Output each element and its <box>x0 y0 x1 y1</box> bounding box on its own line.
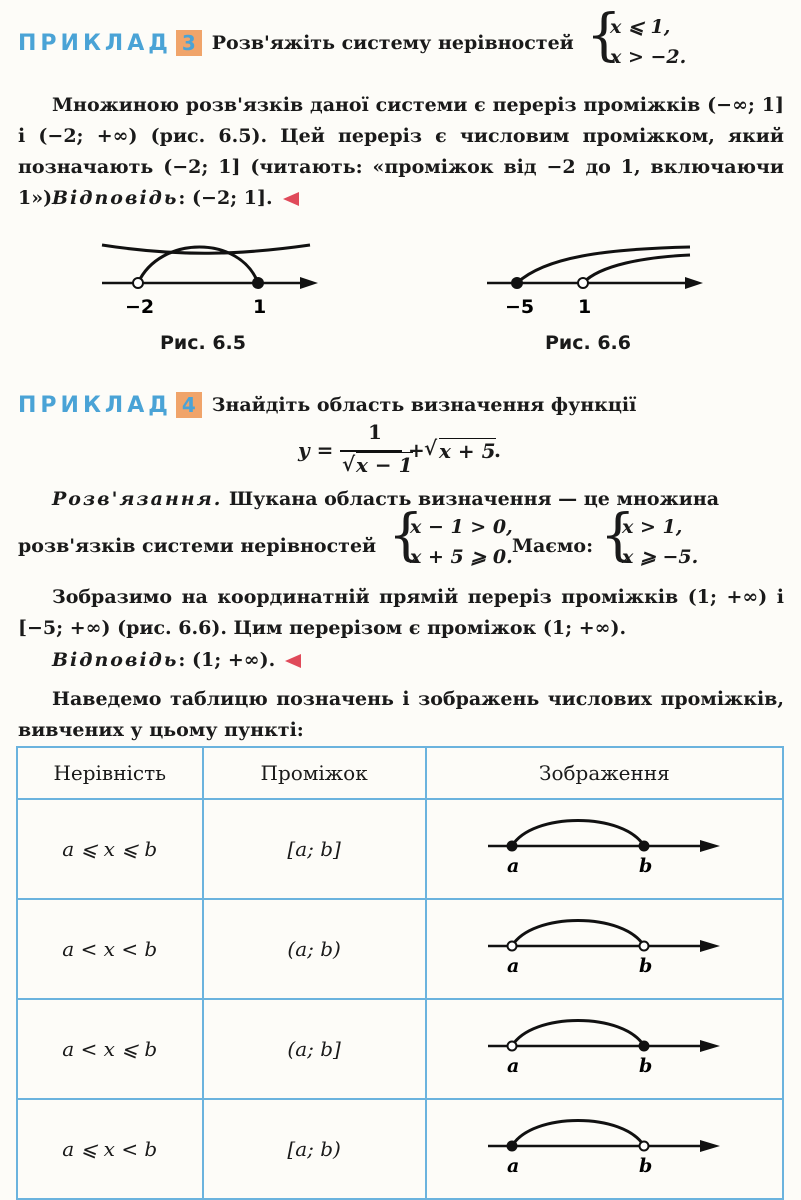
example4-header <box>18 392 636 418</box>
arrow-icon <box>700 840 720 852</box>
brace-icon: { <box>586 3 622 68</box>
example4-system <box>388 503 513 572</box>
sqrt-icon: √ <box>424 436 438 460</box>
open-point <box>640 941 649 950</box>
header-interval: Проміжок <box>203 747 426 799</box>
inequality-cell: a ⩽ x ⩽ b <box>17 799 203 899</box>
arrow-icon <box>700 940 720 952</box>
table-intro: Наведемо таблицю позначень і зображень числових проміжків, вивчених у цьому пункті: <box>18 688 784 741</box>
image-cell <box>426 999 783 1099</box>
figure-caption: Рис. 6.5 <box>160 332 246 354</box>
solution-label: Розв'язання. <box>52 488 223 510</box>
inequality-cell: a < x ⩽ b <box>17 999 203 1099</box>
end-marker-icon <box>283 192 299 206</box>
system-row: x ⩾ −5. <box>622 546 699 568</box>
system-row: x − 1 > 0, <box>410 516 513 538</box>
image-cell <box>426 1099 783 1199</box>
interval-figure <box>484 1112 724 1182</box>
closed-point <box>511 277 523 289</box>
figure-caption: Рис. 6.6 <box>545 332 631 354</box>
open-point <box>640 1141 649 1150</box>
arrow-icon <box>700 1040 720 1052</box>
interval-cell: (a; b) <box>203 899 426 999</box>
open-point <box>133 278 143 288</box>
table-row <box>17 899 783 999</box>
example3-paragraph: Множиною розв'язків даної системи є переріз проміжків (−∞; 1] і (−2; +∞) (рис. 6.5). Цей переріз є числовим проміжком, який позначають (−2; 1] (читають: «проміжок від −2 до 1, включаючи 1»). <box>18 94 784 209</box>
point-label: a <box>507 1154 520 1177</box>
formula-plus: + <box>408 438 425 462</box>
inequality-cell: a ⩽ x < b <box>17 1099 203 1199</box>
figure-6-6 <box>475 235 715 325</box>
point-label: a <box>507 954 520 977</box>
header-image: Зображення <box>426 747 783 799</box>
interval-figure <box>484 812 724 882</box>
tick-label: 1 <box>578 296 592 318</box>
arrow-icon <box>300 277 318 289</box>
system-row: x > −2. <box>610 46 687 68</box>
arrow-icon <box>685 277 703 289</box>
tick-label: −2 <box>125 296 155 318</box>
interval-arc <box>512 1020 644 1046</box>
example4-task: Знайдіть область визначення функції <box>211 394 637 416</box>
table-row <box>17 799 783 899</box>
open-point <box>578 278 588 288</box>
system-row: x ⩽ 1, <box>610 16 671 38</box>
formula-end: . <box>494 438 501 462</box>
example-number: 4 <box>176 392 202 418</box>
point-label: a <box>507 854 520 877</box>
table-row <box>17 999 783 1099</box>
example-number: 3 <box>176 30 202 56</box>
table-row <box>17 1099 783 1199</box>
figure-6-5 <box>90 235 330 325</box>
answer-label: Відповідь <box>52 649 179 671</box>
tick-label: −5 <box>505 296 535 318</box>
interval-cell: [a; b] <box>203 799 426 899</box>
system-intro: розв'язків системи нерівностей <box>18 535 377 557</box>
example3-task: Розв'яжіть систему нерівностей <box>211 32 574 54</box>
system-row: x > 1, <box>622 516 683 538</box>
arrow-icon <box>700 1140 720 1152</box>
image-cell <box>426 899 783 999</box>
interval-figure <box>484 1012 724 1082</box>
open-point <box>508 941 517 950</box>
example4-paragraph: Зобразимо на координатній прямій переріз проміжків (1; +∞) і [−5; +∞) (рис. 6.6). Цим перерізом є проміжок (1; +∞). <box>18 586 784 639</box>
formula-lhs: y = <box>298 438 334 462</box>
example4-system2 <box>600 503 699 572</box>
example3-answer <box>18 183 784 214</box>
closed-point <box>507 1140 518 1151</box>
interval-arc <box>512 920 644 946</box>
interval-figure <box>484 912 724 982</box>
point-label: b <box>639 1054 653 1077</box>
answer-label: Відповідь <box>52 187 179 209</box>
interval-cell: [a; b) <box>203 1099 426 1199</box>
tick-label: 1 <box>253 296 267 318</box>
open-point <box>508 1041 517 1050</box>
inequality-cell: a < x < b <box>17 899 203 999</box>
closed-point <box>639 1040 650 1051</box>
header-inequality: Нерівність <box>17 747 203 799</box>
formula-sqrt-arg: x + 5 <box>439 439 496 463</box>
intervals-table <box>16 746 784 1200</box>
example3-system <box>586 3 687 72</box>
closed-point <box>639 840 650 851</box>
end-marker-icon <box>285 654 301 668</box>
example3-header <box>18 30 574 56</box>
interval-arc <box>517 247 690 283</box>
closed-point <box>507 840 518 851</box>
interval-arc <box>512 820 644 846</box>
formula-numerator: 1 <box>368 420 382 444</box>
brace-icon: { <box>600 503 636 568</box>
interval-arc <box>512 1120 644 1146</box>
formula-denominator: x − 1 <box>356 453 413 477</box>
point-label: a <box>507 1054 520 1077</box>
image-cell <box>426 799 783 899</box>
answer-value: : (−2; 1]. <box>178 187 273 209</box>
example-label: ПРИКЛАД <box>18 30 172 56</box>
example-label: ПРИКЛАД <box>18 392 172 418</box>
point-label: b <box>639 854 653 877</box>
closed-point <box>252 277 264 289</box>
point-label: b <box>639 1154 653 1177</box>
sqrt-icon: √ <box>342 452 356 476</box>
solution-text: Шукана область визначення — це множина <box>229 488 720 510</box>
answer-value: : (1; +∞). <box>178 649 276 671</box>
point-label: b <box>639 954 653 977</box>
brace-icon: { <box>388 503 424 568</box>
interval-arc <box>583 255 690 283</box>
interval-cell: (a; b] <box>203 999 426 1099</box>
example4-answer <box>18 645 784 676</box>
table-header-row <box>17 747 783 799</box>
maemo-text: Маємо: <box>512 535 594 557</box>
system-row: x + 5 ⩾ 0. <box>410 546 513 568</box>
